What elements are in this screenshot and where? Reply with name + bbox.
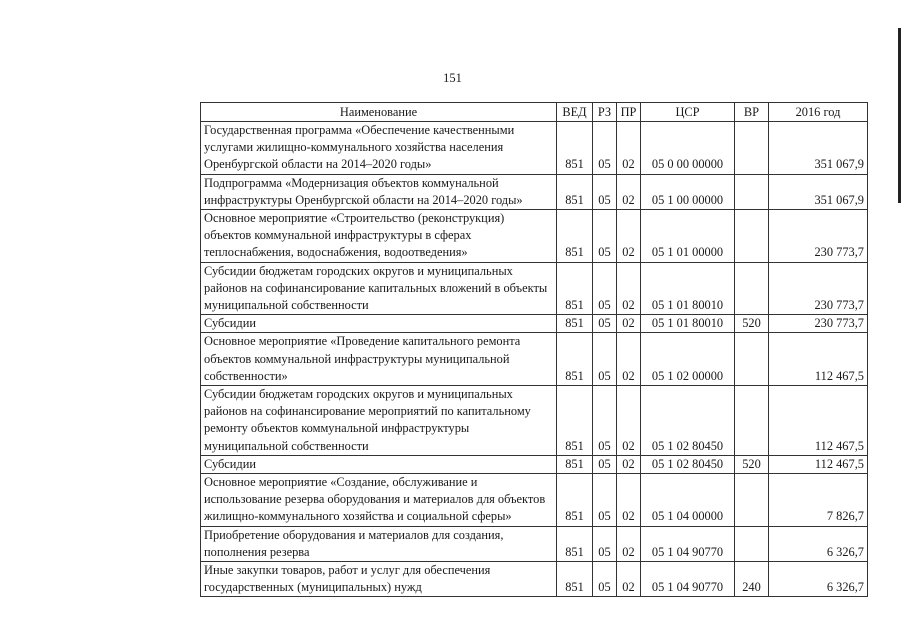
cell-csr: 05 1 04 00000 [641,474,735,527]
cell-pr: 02 [617,526,641,561]
cell-pr: 02 [617,122,641,175]
cell-rz: 05 [593,386,617,456]
cell-csr: 05 1 00 00000 [641,174,735,209]
cell-pr: 02 [617,562,641,597]
cell-vr [735,474,769,527]
cell-vr [735,262,769,315]
cell-sum: 230 773,7 [769,210,868,263]
cell-vr: 520 [735,455,769,473]
cell-sum: 351 067,9 [769,174,868,209]
table-row [201,122,868,175]
cell-ved: 851 [557,386,593,456]
cell-rz: 05 [593,210,617,263]
cell-pr: 02 [617,262,641,315]
header-name: Наименование [201,103,557,122]
cell-pr: 02 [617,386,641,456]
cell-sum: 112 467,5 [769,386,868,456]
cell-csr: 05 1 04 90770 [641,526,735,561]
cell-ved: 851 [557,262,593,315]
cell-ved: 851 [557,122,593,175]
table-row [201,210,868,263]
cell-name: Иные закупки товаров, работ и услуг для обеспечения государственных (муниципальных) нужд [201,562,557,597]
table-row [201,262,868,315]
cell-name: Подпрограмма «Модернизация объектов коммунальной инфраструктуры Оренбургской области на 2014–2020 годы» [201,174,557,209]
cell-ved: 851 [557,210,593,263]
cell-csr: 05 1 01 80010 [641,262,735,315]
cell-name: Основное мероприятие «Строительство (реконструкция) объектов коммунальной инфраструктуры в сферах теплоснабжения, водоснабжения, водоотведения» [201,210,557,263]
table-row [201,386,868,456]
cell-vr [735,174,769,209]
cell-ved: 851 [557,315,593,333]
cell-csr: 05 1 02 00000 [641,333,735,386]
cell-sum: 112 467,5 [769,333,868,386]
cell-vr [735,386,769,456]
cell-vr: 240 [735,562,769,597]
cell-ved: 851 [557,474,593,527]
budget-table [200,102,868,597]
table-row [201,333,868,386]
header-ved: ВЕД [557,103,593,122]
header-pr: ПР [617,103,641,122]
header-rz: РЗ [593,103,617,122]
header-year: 2016 год [769,103,868,122]
table-row [201,562,868,597]
cell-sum: 230 773,7 [769,262,868,315]
cell-ved: 851 [557,333,593,386]
scan-edge-mark [898,28,901,203]
cell-rz: 05 [593,262,617,315]
header-csr: ЦСР [641,103,735,122]
cell-name: Субсидии бюджетам городских округов и муниципальных районов на софинансирование капитальных вложений в объекты муниципальной собственности [201,262,557,315]
cell-pr: 02 [617,174,641,209]
table-row [201,526,868,561]
cell-rz: 05 [593,315,617,333]
cell-sum: 112 467,5 [769,455,868,473]
cell-ved: 851 [557,455,593,473]
cell-pr: 02 [617,315,641,333]
cell-rz: 05 [593,122,617,175]
cell-ved: 851 [557,174,593,209]
table-header-row [201,103,868,122]
cell-name: Государственная программа «Обеспечение качественными услугами жилищно-коммунального хозяйства населения Оренбургской области на 2014–2020 годы» [201,122,557,175]
cell-name: Субсидии бюджетам городских округов и муниципальных районов на софинансирование мероприятий по капитальному ремонту объектов коммунальной инфраструктуры муниципальной собственности [201,386,557,456]
cell-pr: 02 [617,333,641,386]
cell-sum: 7 826,7 [769,474,868,527]
cell-sum: 6 326,7 [769,562,868,597]
cell-vr: 520 [735,315,769,333]
cell-csr: 05 1 02 80450 [641,455,735,473]
cell-csr: 05 1 01 00000 [641,210,735,263]
cell-sum: 351 067,9 [769,122,868,175]
table-row [201,315,868,333]
cell-vr [735,333,769,386]
cell-sum: 6 326,7 [769,526,868,561]
cell-pr: 02 [617,455,641,473]
cell-rz: 05 [593,474,617,527]
cell-vr [735,122,769,175]
cell-ved: 851 [557,562,593,597]
cell-rz: 05 [593,333,617,386]
cell-name: Субсидии [201,455,557,473]
cell-pr: 02 [617,474,641,527]
page-number: 151 [443,71,462,85]
cell-vr [735,526,769,561]
cell-csr: 05 0 00 00000 [641,122,735,175]
cell-name: Субсидии [201,315,557,333]
cell-name: Основное мероприятие «Создание, обслуживание и использование резерва оборудования и материалов для объектов жилищно-коммунального хозяйства и социальной сферы» [201,474,557,527]
cell-rz: 05 [593,174,617,209]
cell-name: Основное мероприятие «Проведение капитального ремонта объектов коммунальной инфраструктуры муниципальной собственности» [201,333,557,386]
table-row [201,174,868,209]
cell-rz: 05 [593,562,617,597]
cell-csr: 05 1 01 80010 [641,315,735,333]
cell-pr: 02 [617,210,641,263]
cell-sum: 230 773,7 [769,315,868,333]
cell-vr [735,210,769,263]
cell-rz: 05 [593,526,617,561]
cell-name: Приобретение оборудования и материалов для создания, пополнения резерва [201,526,557,561]
header-vr: ВР [735,103,769,122]
cell-csr: 05 1 02 80450 [641,386,735,456]
cell-ved: 851 [557,526,593,561]
cell-csr: 05 1 04 90770 [641,562,735,597]
table-row [201,474,868,527]
cell-rz: 05 [593,455,617,473]
table-row [201,455,868,473]
